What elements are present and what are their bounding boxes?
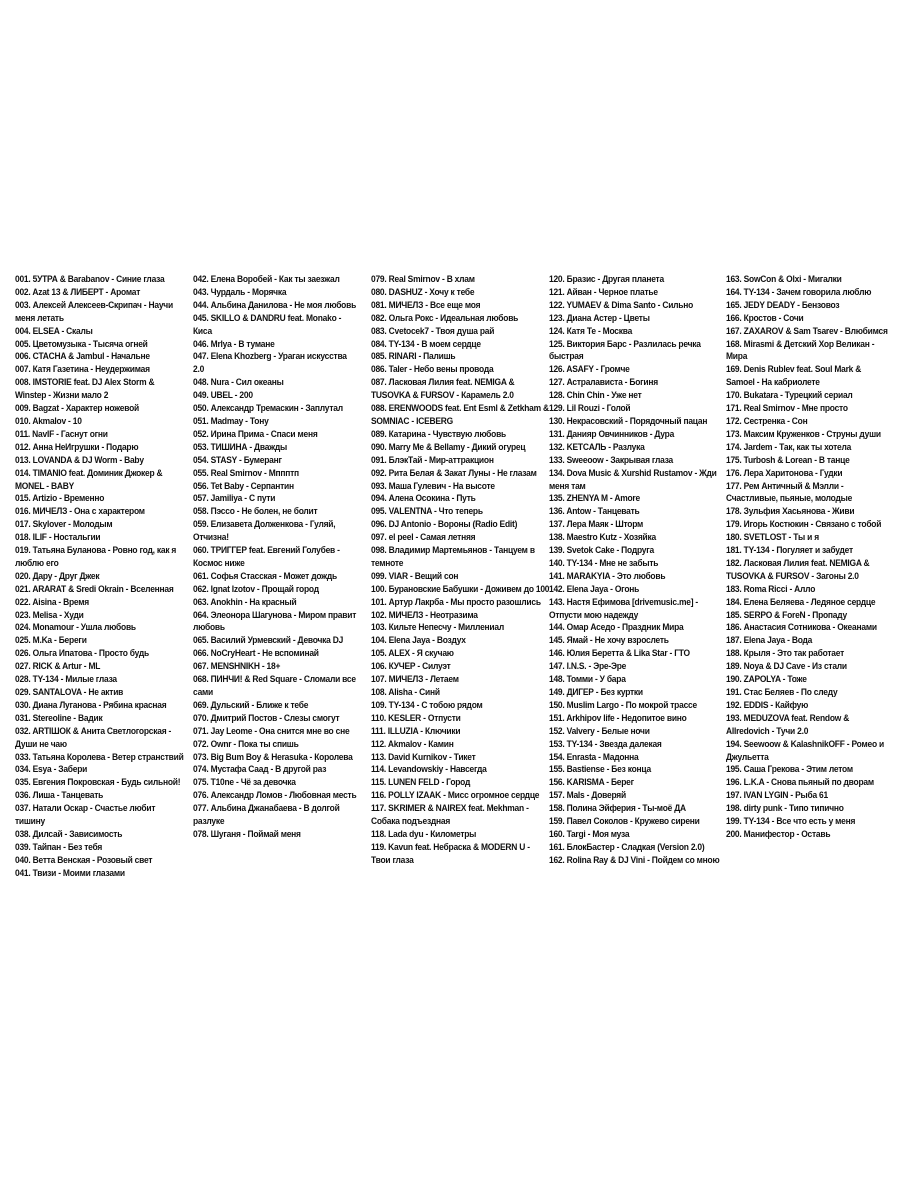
track-entry: 167. ZAXAROV & Sam Tsarev - Влюбимся <box>726 324 888 336</box>
track-entry: 059. Елизавета Долженкова - Гуляй, Отчизна! <box>193 518 336 543</box>
track-entry: 173. Максим Круженков - Струны души <box>726 427 881 439</box>
track-entry: 168. Mirasmi & Детский Хор Великан - Мира <box>726 337 875 362</box>
track-entry: 095. VALENTNA - Что теперь <box>371 505 483 517</box>
track-entry: 174. Jardem - Так, как ты хотела <box>726 440 852 452</box>
track-entry: 025. M.Ka - Береги <box>15 634 87 646</box>
track-entry: 009. Bagzat - Характер ножевой <box>15 402 140 414</box>
track-entry: 039. Тайпан - Без тебя <box>15 840 103 852</box>
track-entry: 005. Цветомузыка - Тысяча огней <box>15 337 148 349</box>
track-entry: 159. Павел Соколов - Кружево сирени <box>549 815 700 827</box>
track-entry: 019. Татьяна Буланова - Ровно год, как я люблю его <box>15 544 177 568</box>
track-entry: 072. Ownr - Пока ты спишь <box>193 737 299 749</box>
track-entry: 036. Лиша - Танцевать <box>15 789 104 801</box>
track-entry: 164. TY-134 - Зачем говорила люблю <box>726 285 872 297</box>
track-entry: 082. Ольга Рокс - Идеальная любовь <box>371 311 519 323</box>
track-entry: 042. Елена Воробей - Как ты заезжал <box>193 273 340 284</box>
track-entry: 166. Кростов - Сочи <box>726 311 804 323</box>
track-entry: 026. Ольга Ипатова - Просто будь <box>15 647 150 659</box>
track-entry: 179. Игорь Костюкин - Связано с тобой <box>726 518 882 530</box>
track-entry: 105. ALEX - Я скучаю <box>371 647 454 659</box>
track-entry: 143. Настя Ефимова [drivemusic.me] - Отпусти мою надежду <box>549 595 699 620</box>
track-entry: 045. SKILLO & DANDRU feat. Monako - Киса <box>193 311 342 336</box>
track-entry: 041. Твизи - Моими глазами <box>15 866 125 878</box>
track-entry: 191. Стас Беляев - По следу <box>726 686 838 697</box>
track-entry: 076. Александр Ломов - Любовная месть <box>193 789 357 801</box>
track-entry: 016. МИЧЕЛЗ - Она с характером <box>15 505 145 517</box>
track-entry: 131. Данияр Овчинников - Дура <box>549 427 675 439</box>
track-entry: 028. TY-134 - Милые глаза <box>15 673 117 685</box>
track-entry: 192. EDDIS - Кайфую <box>726 698 809 710</box>
track-entry: 043. Чурдаль - Морячка <box>193 285 287 297</box>
track-entry: 187. Elena Jaya - Вода <box>726 634 813 646</box>
track-entry: 138. Maestro Kutz - Хозяйка <box>549 531 656 543</box>
track-entry: 008. IMSTORIE feat. DJ Alex Storm & Winstep - Жизни мало 2 <box>15 376 155 401</box>
track-entry: 058. Пэссо - Не болен, не болит <box>193 505 318 517</box>
track-entry: 155. Bastiense - Без конца <box>549 763 651 775</box>
track-entry: 142. Elena Jaya - Огонь <box>549 582 640 594</box>
tracklist-column-1 <box>15 273 184 880</box>
track-entry: 040. Ветта Венская - Розовый свет <box>15 853 153 865</box>
track-entry: 090. Marry Me & Bellamy - Дикий огурец <box>371 440 526 452</box>
track-entry: 046. Mrlya - В тумане <box>193 337 275 349</box>
track-entry: 001. 5УТРА & Barabanov - Синие глаза <box>15 273 165 284</box>
track-entry: 115. LUNEN FELD - Город <box>371 776 471 788</box>
track-entry: 022. Aisina - Время <box>15 595 89 607</box>
track-entry: 055. Real Smirnov - Мппптп <box>193 466 299 478</box>
track-entry: 157. Mals - Доверяй <box>549 789 626 801</box>
track-entry: 012. Анна НеИгрушки - Подарю <box>15 440 139 452</box>
track-entry: 119. Kavun feat. Небраска & MODERN U - Твои глаза <box>371 840 530 865</box>
track-entry: 196. L.K.A - Снова пьяный по дворам <box>726 776 874 788</box>
track-entry: 188. Крыля - Это так работает <box>726 647 844 659</box>
track-entry: 098. Владимир Мартемьянов - Танцуем в темноте <box>371 544 535 568</box>
track-entry: 137. Лера Маяк - Шторм <box>549 518 644 530</box>
track-entry: 031. Stereoline - Вадик <box>15 711 103 723</box>
track-entry: 067. MENSHNIKH - 18+ <box>193 660 281 672</box>
track-entry: 032. ARTIШОК & Анита Светлогорская - Души не чаю <box>15 724 172 749</box>
track-entry: 101. Артур Лакрба - Мы просто разошлись <box>371 595 541 607</box>
track-entry: 153. TY-134 - Звезда далекая <box>549 737 662 749</box>
track-entry: 163. SowCon & Olxi - Мигалки <box>726 273 842 284</box>
track-entry: 065. Василий Урмевский - Девочка DJ <box>193 634 344 646</box>
track-entry: 084. TY-134 - В моем сердце <box>371 337 481 349</box>
track-entry: 085. RINARI - Палишь <box>371 350 456 362</box>
track-entry: 020. Дару - Друг Джек <box>15 569 100 581</box>
track-entry: 198. dirty punk - Типо типично <box>726 802 844 814</box>
track-entry: 121. Айван - Черное платье <box>549 285 658 297</box>
track-entry: 185. SERPO & ForeN - Пропаду <box>726 608 847 620</box>
track-entry: 051. Madmay - Тону <box>193 414 269 426</box>
track-entry: 194. Seewoow & KalashnikOFF - Ромео и Джульетта <box>726 737 884 762</box>
track-entry: 132. KETCAЛЬ - Разлука <box>549 440 645 452</box>
track-entry: 139. Svetok Cake - Подруга <box>549 544 655 556</box>
track-entry: 175. Turbosh & Lorean - В танце <box>726 453 850 465</box>
track-entry: 180. SVETLOST - Ты и я <box>726 531 819 543</box>
track-entry: 013. LOVANDA & DJ Worm - Baby <box>15 453 144 465</box>
track-entry: 048. Nura - Сил океаны <box>193 376 284 388</box>
track-entry: 114. Levandowskiy - Навсегда <box>371 763 487 775</box>
track-entry: 035. Евгения Покровская - Будь сильной! <box>15 776 181 788</box>
track-entry: 027. RICK & Artur - ML <box>15 660 101 672</box>
track-entry: 182. Ласковая Лилия feat. NEMIGA & TUSOVKA & FURSOV - Загоны 2.0 <box>726 556 870 581</box>
track-entry: 094. Алена Осокина - Путь <box>371 492 476 504</box>
track-entry: 062. Ignat Izotov - Прощай город <box>193 582 319 594</box>
track-entry: 033. Татьяна Королева - Ветер странствий <box>15 750 184 762</box>
track-entry: 190. ZAPOLYA - Тоже <box>726 673 807 685</box>
track-entry: 087. Ласковая Лилия feat. NEMIGA & TUSOVKA & FURSOV - Карамель 2.0 <box>371 376 515 401</box>
track-entry: 144. Омар Аседо - Праздник Мира <box>549 621 684 633</box>
track-entry: 021. ARARAT & Sredi Okrain - Вселенная <box>15 582 174 594</box>
track-entry: 156. KARISMA - Берег <box>549 776 634 788</box>
track-entry: 140. TY-134 - Мне не забыть <box>549 556 659 568</box>
track-entry: 010. Akmalov - 10 <box>15 414 82 426</box>
tracklist-sheet <box>15 273 887 953</box>
track-entry: 088. ERENWOODS feat. Ent Esml & Zetkham & SOMNIAC - ICEBERG <box>371 402 549 426</box>
track-entry: 189. Noya & DJ Cave - Из стали <box>726 660 847 672</box>
track-entry: 165. JEDY DEADY - Бензовоз <box>726 298 840 310</box>
track-entry: 169. Denis Rublev feat. Soul Mark & Samoel - На кабриолете <box>726 363 862 388</box>
track-entry: 154. Enrasta - Мадонна <box>549 750 639 762</box>
track-entry: 089. Катарина - Чувствую любовь <box>371 427 507 439</box>
track-entry: 102. МИЧЕЛЗ - Неотразима <box>371 608 478 620</box>
track-entry: 136. Antow - Танцевать <box>549 505 640 517</box>
track-entry: 104. Elena Jaya - Воздух <box>371 634 466 646</box>
track-entry: 053. ТИШИНА - Дважды <box>193 440 288 452</box>
track-entry: 052. Ирина Прима - Спаси меня <box>193 427 318 439</box>
track-entry: 073. Big Bum Boy & Herasuka - Королева <box>193 750 353 762</box>
track-entry: 133. Sweeoow - Закрывая глаза <box>549 453 674 465</box>
track-entry: 074. Мустафа Саад - В другой раз <box>193 763 327 775</box>
tracklist-column-3 <box>371 273 551 867</box>
track-entry: 023. Melisa - Худи <box>15 608 84 620</box>
track-entry: 195. Саша Грекова - Этим летом <box>726 763 853 775</box>
track-entry: 007. Катя Газетина - Неудержимая <box>15 363 150 375</box>
track-entry: 068. ПИНЧИ! & Red Square - Сломали все сами <box>193 673 356 697</box>
track-entry: 037. Натали Оскар - Счастье любит тишину <box>15 802 156 827</box>
tracklist-column-4 <box>549 273 731 867</box>
tracklist-column-2 <box>193 273 357 841</box>
track-entry: 135. ZHENYA M - Amore <box>549 492 640 504</box>
track-entry: 044. Альбина Данилова - Не моя любовь <box>193 298 357 310</box>
track-entry: 158. Полина Эйферия - Ты-моё ДА <box>549 802 686 814</box>
track-entry: 029. SANTALOVA - Не актив <box>15 686 124 697</box>
track-entry: 096. DJ Antonio - Вороны (Radio Edit) <box>371 518 518 530</box>
track-entry: 091. БлэкТай - Мир-аттракцион <box>371 453 494 465</box>
track-entry: 057. Jamiliya - С пути <box>193 492 276 504</box>
track-entry: 030. Диана Луганова - Рябина красная <box>15 698 167 710</box>
track-entry: 123. Диана Астер - Цветы <box>549 311 650 323</box>
track-entry: 078. Шуганя - Поймай меня <box>193 827 301 839</box>
track-entry: 134. Dova Music & Xurshid Rustamov - Жди меня там <box>549 466 717 491</box>
track-entry: 172. Сестренка - Сон <box>726 414 808 426</box>
track-entry: 014. TIMANIO feat. Доминик Джокер & MONEL - BABY <box>15 466 163 491</box>
track-entry: 006. CTACHA & Jambul - Начальне <box>15 350 150 362</box>
track-entry: 092. Рита Белая & Закат Луны - Не глазам <box>371 466 537 478</box>
track-entry: 120. Бразис - Другая планета <box>549 273 664 284</box>
track-entry: 017. Skylover - Молодым <box>15 518 113 530</box>
track-entry: 116. POLLY IZAAK - Мисс огромное сердце <box>371 789 540 801</box>
track-entry: 106. КУЧЕР - Силуэт <box>371 660 451 672</box>
track-entry: 152. Valvery - Белые ночи <box>549 724 650 736</box>
track-entry: 147. I.N.S. - Эре-Эре <box>549 660 627 672</box>
track-entry: 122. YUMAEV & Dima Santo - Сильно <box>549 298 694 310</box>
track-entry: 150. Muslim Largo - По мокрой трассе <box>549 698 697 710</box>
track-entry: 018. ILIF - Ностальгии <box>15 531 101 543</box>
track-entry: 003. Алексей Алексеев-Скрипач - Научи меня летать <box>15 298 173 323</box>
track-entry: 047. Elena Khozberg - Ураган искусства 2.0 <box>193 350 347 375</box>
track-entry: 086. Taler - Небо вены провода <box>371 363 494 375</box>
track-entry: 097. el peel - Самая летняя <box>371 531 476 543</box>
track-entry: 177. Рем Античный & Мэлли - Счастливые, пьяные, молодые <box>726 479 853 504</box>
track-entry: 171. Real Smirnov - Мне просто <box>726 402 848 414</box>
track-entry: 049. UBEL - 200 <box>193 389 253 401</box>
track-entry: 100. Бурановские Бабушки - Доживем до 100 <box>371 582 550 594</box>
track-entry: 130. Некрасовский - Порядочный пацан <box>549 414 708 426</box>
track-entry: 178. Зульфия Хасьянова - Живи <box>726 505 855 517</box>
track-entry: 162. Rolina Ray & DJ Vini - Пойдем со мною <box>549 853 720 865</box>
track-entry: 002. Azat 13 & ЛИБЕРТ - Аромат <box>15 285 141 297</box>
track-entry: 126. ASAFY - Громче <box>549 363 630 375</box>
track-entry: 070. Дмитрий Постов - Слезы смогут <box>193 711 340 723</box>
track-entry: 127. Астралависта - Богиня <box>549 376 658 388</box>
track-entry: 093. Маша Гулевич - На высоте <box>371 479 495 491</box>
tracklist-column-5 <box>726 273 890 841</box>
track-entry: 110. KESLER - Отпусти <box>371 711 461 723</box>
track-entry: 145. Ямай - Не хочу взрослеть <box>549 634 669 646</box>
track-entry: 038. Дилсай - Зависимость <box>15 827 123 839</box>
track-entry: 075. T10ne - Чё за девочка <box>193 776 296 788</box>
track-entry: 111. ILLUZIA - Ключики <box>371 724 461 736</box>
track-entry: 125. Виктория Барс - Разлилась речка быстрая <box>549 337 701 362</box>
track-entry: 060. ТРИГГЕР feat. Евгений Голубев - Космос нижe <box>193 544 340 568</box>
track-entry: 151. Arkhipov life - Недопитое вино <box>549 711 687 723</box>
track-entry: 081. МИЧЕЛЗ - Все еще моя <box>371 298 481 310</box>
track-entry: 054. STASY - Бумеранг <box>193 453 282 465</box>
track-entry: 199. TY-134 - Все что есть у меня <box>726 815 856 827</box>
track-entry: 148. Томми - У бара <box>549 673 626 685</box>
track-entry: 129. Lil Rouzi - Голой <box>549 402 631 414</box>
track-entry: 184. Елена Беляева - Ледяное сердце <box>726 595 876 607</box>
track-entry: 160. Targi - Моя муза <box>549 827 630 839</box>
track-entry: 128. Chin Chin - Уже нет <box>549 389 642 401</box>
track-entry: 112. Akmalov - Камин <box>371 737 454 749</box>
track-entry: 034. Esya - Забери <box>15 763 88 775</box>
track-entry: 066. NoCryHeart - Не вспоминай <box>193 647 319 659</box>
track-entry: 113. David Kurnikov - Тикет <box>371 750 476 762</box>
track-entry: 193. MEDUZOVA feat. Rendow & Allredovich - Тучи 2.0 <box>726 711 850 736</box>
track-entry: 064. Элеонора Шагунова - Миром правит любовь <box>193 608 357 633</box>
track-entry: 176. Лера Харитонова - Гудки <box>726 466 843 478</box>
track-entry: 080. DASHUZ - Хочу к тебе <box>371 285 475 297</box>
track-entry: 050. Александр Тремаскин - Заплутал <box>193 402 343 414</box>
track-entry: 061. Софья Стасская - Может дождь <box>193 569 337 581</box>
track-entry: 079. Real Smirnov - В хлам <box>371 273 475 284</box>
track-entry: 109. TY-134 - С тобою рядом <box>371 698 483 710</box>
track-entry: 118. Lada dyu - Километры <box>371 827 477 839</box>
track-entry: 183. Roma Ricci - Алло <box>726 582 816 594</box>
track-entry: 103. Кильте Непесчу - Миллениал <box>371 621 504 633</box>
track-entry: 141. MARAKYIA - Это любовь <box>549 569 666 581</box>
track-entry: 099. VIAR - Вещий сон <box>371 569 459 581</box>
track-entry: 069. Дульский - Ближе к тебе <box>193 698 309 710</box>
track-entry: 108. Alisha - Синй <box>371 686 440 697</box>
track-entry: 063. Anokhin - На красный <box>193 595 297 607</box>
track-entry: 186. Анастасия Сотникова - Океанами <box>726 621 877 633</box>
track-entry: 015. Artizio - Временно <box>15 492 105 504</box>
track-entry: 170. Bukatara - Турецкий сериал <box>726 389 853 401</box>
track-entry: 056. Tet Baby - Серпантин <box>193 479 294 491</box>
track-entry: 004. ELSEA - Скалы <box>15 324 93 336</box>
track-entry: 107. МИЧЕЛЗ - Летаем <box>371 673 459 685</box>
track-entry: 146. Юлия Беретта & Lika Star - ГТО <box>549 647 690 659</box>
track-entry: 024. Monamour - Ушла любовь <box>15 621 136 633</box>
track-entry: 071. Jay Leome - Она снится мне во сне <box>193 724 350 736</box>
track-entry: 200. Манифестор - Оставь <box>726 827 831 839</box>
track-entry: 197. IVAN LYGIN - Рыба 61 <box>726 789 828 801</box>
track-entry: 083. Cvetocek7 - Твоя душа рай <box>371 324 495 336</box>
track-entry: 117. SKRIMER & NAIREX feat. Mekhman - Собака подъездная <box>371 802 529 827</box>
track-entry: 011. NavIF - Гаснут огни <box>15 427 108 439</box>
track-entry: 181. TY-134 - Погуляет и забудет <box>726 544 853 556</box>
track-entry: 124. Катя Те - Москва <box>549 324 633 336</box>
track-entry: 161. БлокБастер - Сладкая (Version 2.0) <box>549 840 705 852</box>
track-entry: 077. Альбина Джанабаева - В долгой разлуке <box>193 802 340 827</box>
track-entry: 149. ДИГЕР - Без куртки <box>549 686 643 697</box>
